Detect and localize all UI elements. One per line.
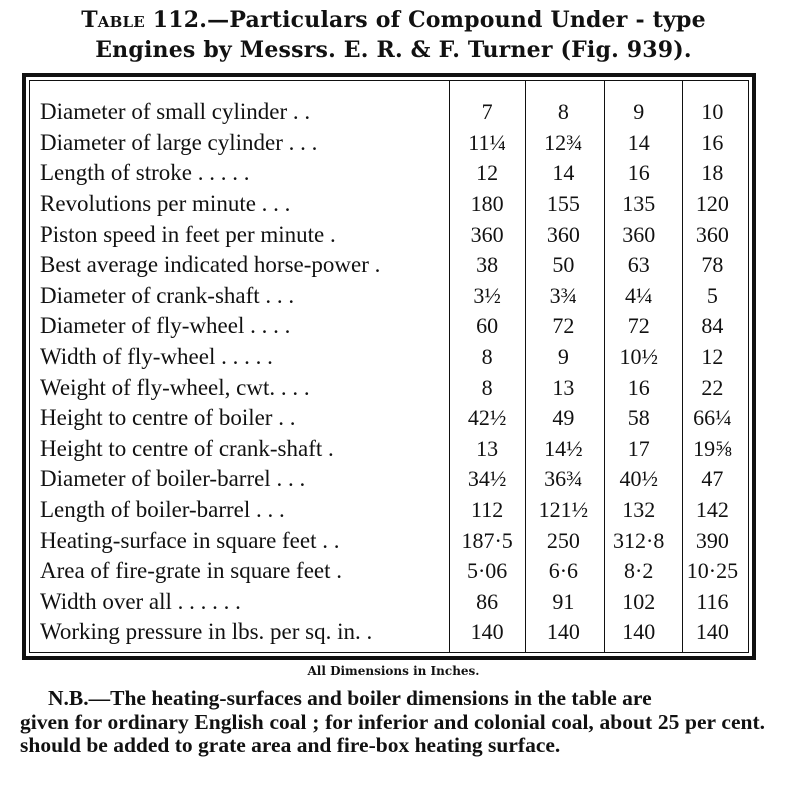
row-value: 34½ (467, 466, 507, 492)
table-row (40, 556, 748, 587)
row-value: 8 (481, 374, 493, 400)
footnote-line1: N.B.—The heating-surfaces and boiler dimensions in the table are (48, 686, 652, 710)
row-value: 12¾ (544, 129, 583, 155)
row-value: 5 (706, 282, 718, 308)
table-row (40, 434, 748, 465)
table-row (40, 617, 748, 648)
row-label: Revolutions per minute . . . (40, 191, 291, 217)
row-value: 18 (701, 160, 724, 186)
row-label: Weight of fly-wheel, cwt. . . . (40, 374, 310, 400)
row-value: 140 (695, 619, 729, 645)
table-row (40, 189, 748, 220)
row-value: 9 (633, 99, 645, 125)
table-row (40, 464, 748, 495)
row-value: 91 (552, 588, 575, 614)
row-value: 102 (622, 588, 656, 614)
row-value: 16 (701, 129, 724, 155)
row-value: 40½ (619, 466, 658, 492)
row-label: Height to centre of crank-shaft . (40, 435, 334, 461)
row-value: 140 (470, 619, 504, 645)
row-value: 360 (470, 221, 504, 247)
table-row (40, 128, 748, 159)
row-value: 390 (695, 527, 729, 553)
row-value: 14½ (544, 435, 583, 461)
table-row (40, 311, 748, 342)
row-value: 16 (627, 160, 650, 186)
row-value: 14 (552, 160, 575, 186)
row-value: 6·6 (548, 558, 579, 584)
row-value: 140 (622, 619, 656, 645)
row-label: Width of fly-wheel . . . . . (40, 344, 273, 370)
row-value: 22 (701, 374, 724, 400)
row-value: 13 (476, 435, 499, 461)
particulars-table (22, 73, 756, 660)
row-value: 9 (557, 344, 569, 370)
table-row (40, 250, 748, 281)
dimensions-note: All Dimensions in Inches. (307, 664, 480, 678)
row-value: 10·25 (686, 558, 739, 584)
row-value: 10 (701, 99, 724, 125)
row-value: 72 (552, 313, 575, 339)
row-value: 187·5 (461, 527, 513, 553)
row-value: 12 (476, 160, 499, 186)
table-row (40, 495, 748, 526)
row-label: Length of stroke . . . . . (40, 160, 250, 186)
table-row (40, 525, 748, 556)
table-row (40, 97, 748, 128)
footnote (20, 687, 765, 758)
row-value: 19⅝ (693, 435, 732, 461)
row-label: Diameter of boiler-barrel . . . (40, 466, 306, 492)
row-value: 36¾ (544, 466, 583, 492)
row-value: 155 (546, 191, 580, 217)
row-value: 180 (470, 191, 504, 217)
row-label: Best average indicated horse-power . (40, 252, 381, 278)
row-value: 63 (627, 252, 650, 278)
row-value: 17 (627, 435, 650, 461)
footnote-rest: given for ordinary English coal ; for inferior and colonial coal, about 25 per cent. should be added to grate area and fire-box heating surface. (20, 709, 765, 757)
row-label: Width over all . . . . . . (40, 588, 241, 614)
row-value: 49 (552, 405, 575, 431)
table-row (40, 403, 748, 434)
table-row (40, 372, 748, 403)
row-label: Length of boiler-barrel . . . (40, 497, 285, 523)
row-value: 112 (471, 497, 504, 523)
row-value: 42½ (467, 405, 507, 431)
row-label: Diameter of large cylinder . . . (40, 129, 318, 155)
row-value: 312·8 (613, 527, 665, 553)
row-label: Area of fire-grate in square feet . (40, 558, 343, 584)
table-title-line2: Engines by Messrs. E. R. & F. Turner (Fig. 939). (95, 37, 692, 63)
row-value: 4¼ (624, 282, 653, 308)
row-value: 12 (701, 344, 724, 370)
row-value: 135 (622, 191, 656, 217)
row-value: 60 (476, 313, 499, 339)
table-number: Table 112. (81, 7, 208, 33)
row-label: Piston speed in feet per minute . (40, 221, 336, 247)
row-value: 250 (546, 527, 580, 553)
row-value: 142 (695, 497, 729, 523)
table-title-line1 (0, 6, 787, 34)
row-value: 8·2 (624, 558, 654, 584)
row-value: 116 (696, 588, 729, 614)
row-label: Height to centre of boiler . . (40, 405, 296, 431)
row-value: 78 (701, 252, 724, 278)
table-title-text: —Particulars of Compound Under - type (207, 7, 706, 33)
row-label: Heating-surface in square feet . . (40, 527, 340, 553)
row-label: Working pressure in lbs. per sq. in. . (40, 619, 373, 645)
row-label: Diameter of fly-wheel . . . . (40, 313, 291, 339)
table-row (40, 281, 748, 312)
table-row (40, 219, 748, 250)
row-value: 120 (695, 191, 729, 217)
row-value: 132 (622, 497, 656, 523)
row-value: 140 (546, 619, 580, 645)
row-value: 360 (622, 221, 656, 247)
table-row (40, 342, 748, 373)
row-value: 3½ (473, 282, 501, 308)
row-value: 38 (476, 252, 499, 278)
table-inner-frame (29, 80, 749, 653)
row-value: 360 (546, 221, 580, 247)
row-value: 8 (557, 99, 569, 125)
row-value: 47 (701, 466, 724, 492)
row-value: 11¼ (468, 129, 506, 155)
row-value: 3¾ (549, 282, 578, 308)
row-value: 50 (552, 252, 575, 278)
row-value: 72 (627, 313, 650, 339)
row-value: 16 (627, 374, 650, 400)
row-value: 10½ (619, 344, 658, 370)
row-value: 121½ (538, 497, 589, 523)
table-row (40, 587, 748, 618)
row-value: 58 (627, 405, 650, 431)
data-table (40, 97, 748, 648)
row-value: 86 (476, 588, 499, 614)
row-label: Diameter of crank-shaft . . . (40, 282, 295, 308)
row-value: 13 (552, 374, 575, 400)
row-value: 84 (701, 313, 724, 339)
row-value: 360 (695, 221, 729, 247)
row-value: 8 (481, 344, 493, 370)
row-value: 7 (481, 99, 493, 125)
row-label: Diameter of small cylinder . . (40, 99, 311, 125)
row-value: 5·06 (466, 558, 508, 584)
row-value: 14 (627, 129, 650, 155)
table-row (40, 158, 748, 189)
row-value: 66¼ (693, 405, 732, 431)
